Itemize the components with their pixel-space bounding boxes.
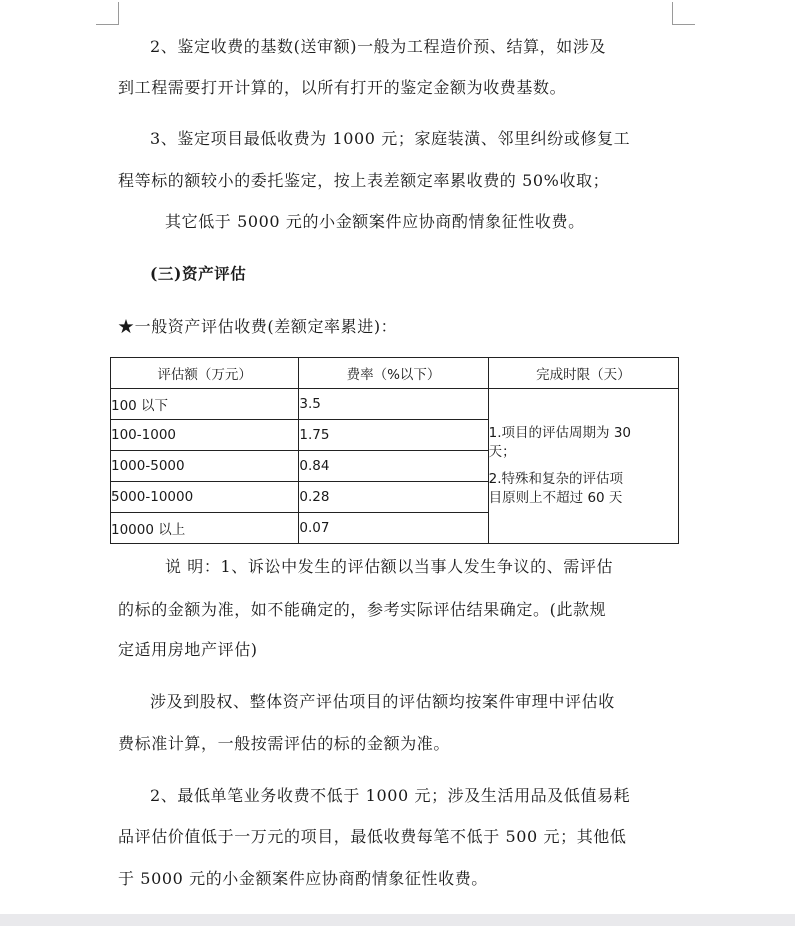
table-header-row (111, 358, 679, 389)
note-line: 1.项目的评估周期为 30 (488, 425, 632, 441)
header-time-limit: 完成时限（天） (488, 358, 678, 389)
page-margin-mark-right (672, 2, 695, 25)
minimum-fee-line-2: 品评估价值低于一万元的项目，最低收费每笔不低于 500 元；其他低 (118, 827, 627, 846)
note-line: 2.特殊和复杂的评估项 (488, 471, 624, 487)
equity-note-line-1: 涉及到股权、整体资产评估项目的评估额均按案件审理中评估收 (150, 692, 615, 711)
cell-rate: 0.84 (299, 451, 488, 482)
cell-rate: 1.75 (299, 420, 488, 451)
paragraph-3-line-2: 程等标的额较小的委托鉴定，按上表差额定率累收费的 50%收取； (118, 171, 610, 190)
note-line: 目原则上不超过 60 天 (488, 490, 623, 506)
paragraph-3-line-1: 3、鉴定项目最低收费为 1000 元；家庭装潢、邻里纠纷或修复工 (150, 129, 631, 148)
table-row (111, 389, 679, 420)
table-subtitle: ★一般资产评估收费(差额定率累进)： (118, 317, 398, 336)
minimum-fee-line-3: 于 5000 元的小金额案件应协商酌情象征性收费。 (118, 869, 488, 888)
paragraph-2-line-1: 2、鉴定收费的基数(送审额)一般为工程造价预、结算，如涉及 (150, 37, 607, 56)
cell-time-limit-note (488, 389, 678, 544)
cell-amount: 100 以下 (111, 389, 299, 420)
header-amount: 评估额（万元） (111, 358, 299, 389)
cell-rate: 0.07 (299, 513, 488, 544)
cell-rate: 0.28 (299, 482, 488, 513)
equity-note-line-2: 费标准计算，一般按需评估的标的金额为准。 (118, 734, 451, 753)
cell-amount: 1000-5000 (111, 451, 299, 482)
header-rate: 费率（%以下） (299, 358, 488, 389)
cell-amount: 10000 以上 (111, 513, 299, 544)
cell-rate: 3.5 (299, 389, 488, 420)
page-margin-mark-left (96, 2, 119, 25)
explanation-line-3: 定适用房地产评估) (118, 640, 258, 659)
paragraph-2-line-2: 到工程需要打开计算的，以所有打开的鉴定金额为收费基数。 (118, 78, 567, 97)
note-line: 天； (488, 444, 516, 460)
minimum-fee-line-1: 2、最低单笔业务收费不低于 1000 元；涉及生活用品及低值易耗 (150, 786, 631, 805)
cell-amount: 100-1000 (111, 420, 299, 451)
page-gap (0, 914, 795, 926)
fee-table (110, 357, 679, 544)
paragraph-3-line-3: 其它低于 5000 元的小金额案件应协商酌情象征性收费。 (165, 212, 585, 231)
explanation-line-1: 说 明：1、诉讼中发生的评估额以当事人发生争议的、需评估 (165, 557, 614, 576)
explanation-line-2: 的标的金额为准，如不能确定的，参考实际评估结果确定。(此款规 (118, 600, 607, 619)
cell-amount: 5000-10000 (111, 482, 299, 513)
section-heading: (三)资产评估 (150, 264, 247, 283)
